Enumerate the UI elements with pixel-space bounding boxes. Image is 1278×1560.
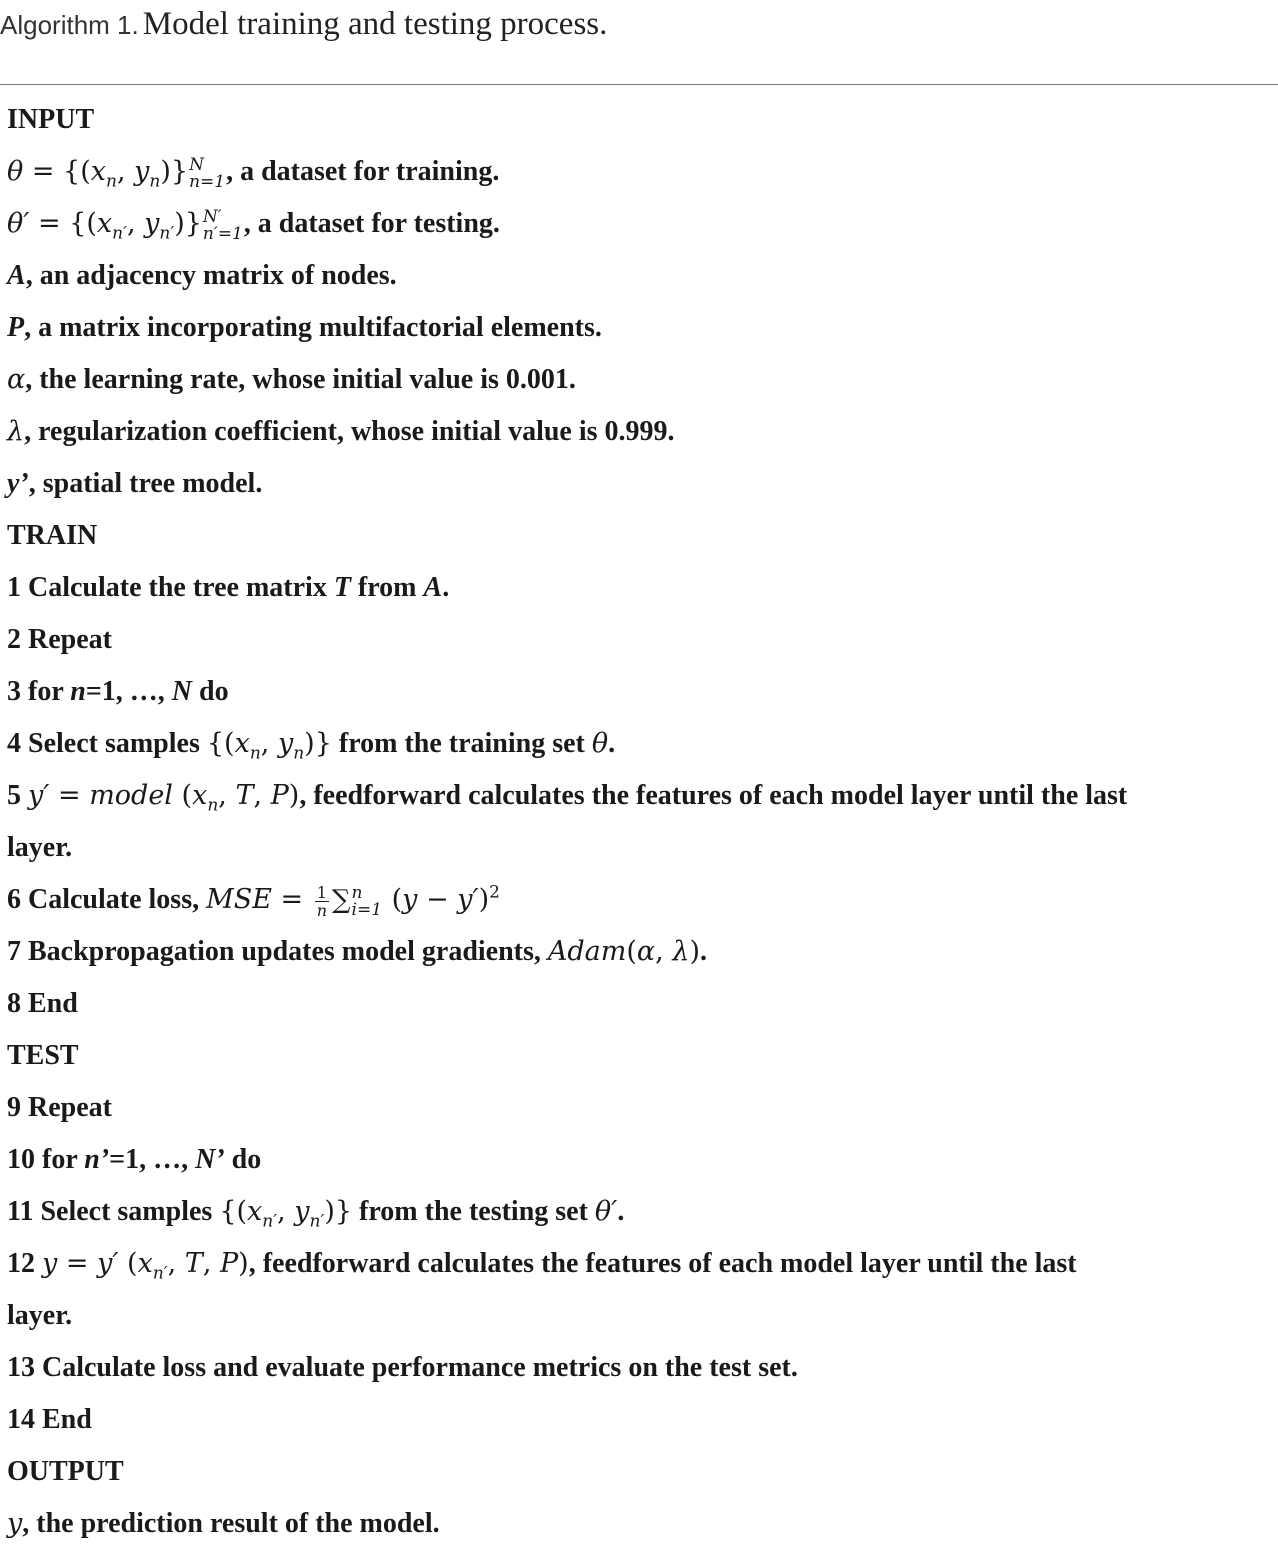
algorithm-line: 14 End — [7, 1404, 92, 1435]
algorithm-line: OUTPUT — [7, 1456, 124, 1487]
algorithm-line: $\theta = \{(x_n$, $y_n$)} N n=1 , a dataset for training. — [7, 154, 500, 192]
algorithm-line: TEST — [7, 1040, 79, 1071]
algorithm-line: α, the learning rate, whose initial value is 0.001. — [7, 364, 576, 395]
algorithm-line: 6 Calculate loss, MSE = $\frac{1}{n}$ ∑ n i=1 $(y - y')^2$ — [7, 882, 500, 921]
algorithm-line: 2 Repeat — [7, 624, 112, 655]
algorithm-title: Model training and testing process. — [142, 6, 608, 42]
algorithm-line: 12 y = y′ ($x_{n'}$, T, P), feedforward calculates the features of each model layer until the last — [7, 1248, 1077, 1284]
algorithm-line: 1 Calculate the tree matrix T from A. — [7, 572, 450, 603]
algorithm-line: $\theta' = \{(x_{n'}$, $y_{n'}$)} N′ n′=1 , a dataset for testing. — [7, 206, 500, 244]
algorithm-line: 10 for n’=1, …, N’ do — [7, 1144, 262, 1175]
algorithm-line: 11 Select samples {($x_{n'}$, $y_{n'}$)} from the testing set θ′. — [7, 1196, 625, 1232]
algorithm-line: 3 for n=1, …, N do — [7, 676, 229, 707]
algorithm-line: P, a matrix incorporating multifactorial elements. — [7, 312, 602, 343]
algorithm-body — [7, 94, 1275, 1550]
algorithm-line: 4 Select samples {($x_n$, $y_n$)} from the training set θ. — [7, 728, 616, 764]
algorithm-line: layer. — [7, 1300, 73, 1331]
algorithm-caption — [0, 2, 607, 46]
algorithm-line: 8 End — [7, 988, 78, 1019]
algorithm-line: 9 Repeat — [7, 1092, 112, 1123]
algorithm-line: layer. — [7, 832, 73, 863]
algorithm-line: 5 y′ = model ($x_n$, T, P), feedforward calculates the features of each model layer until the last — [7, 780, 1128, 816]
algorithm-line: y’, spatial tree model. — [7, 468, 263, 499]
algorithm-line: λ, regularization coefficient, whose initial value is 0.999. — [7, 416, 675, 447]
algorithm-label: Algorithm 1. — [0, 10, 139, 40]
caption-divider — [0, 84, 1278, 85]
algorithm-line: TRAIN — [7, 520, 98, 551]
algorithm-line: A, an adjacency matrix of nodes. — [7, 260, 397, 291]
algorithm-line: INPUT — [7, 104, 95, 135]
algorithm-line: 7 Backpropagation updates model gradients, Adam(α, λ). — [7, 936, 707, 967]
algorithm-line: 13 Calculate loss and evaluate performance metrics on the test set. — [7, 1352, 798, 1383]
algorithm-line: y, the prediction result of the model. — [7, 1508, 440, 1539]
